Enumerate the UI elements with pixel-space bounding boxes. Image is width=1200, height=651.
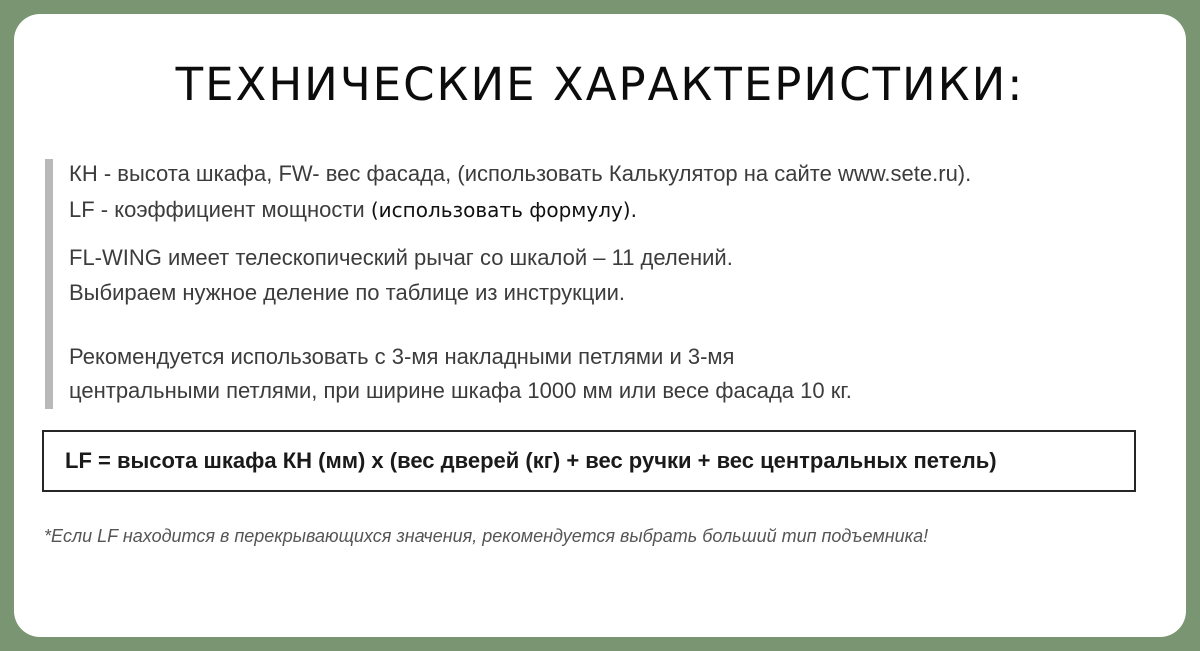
lf-definition	[69, 197, 637, 223]
kh-definition: КН - высота шкафа, FW- вес фасада, (использовать Калькулятор на сайте www.sete.ru).	[69, 161, 972, 186]
formula-text: LF = высота шкафа КН (мм) х (вес дверей (кг) + вес ручки + вес центральных петель)	[65, 448, 997, 473]
wing-instruction: Выбираем нужное деление по таблице из инструкции.	[69, 280, 626, 305]
lf-formula-hint: (использовать формулу).	[370, 198, 637, 222]
spec-card	[14, 14, 1186, 637]
quote-bar	[45, 159, 53, 409]
recommendation-line-1: Рекомендуется использовать с 3-мя накладными петлями и 3-мя	[69, 344, 735, 369]
formula-box	[42, 430, 1136, 492]
footnote: *Если LF находится в перекрывающихся значения, рекомендуется выбрать больший тип подъемника!	[44, 526, 929, 546]
recommendation-line-2: центральными петлями, при ширине шкафа 1000 мм или весе фасада 10 кг.	[69, 378, 852, 403]
page-title: ТЕХНИЧЕСКИЕ ХАРАКТЕРИСТИКИ:	[175, 58, 1025, 111]
lf-label: LF - коэффициент мощности	[69, 197, 371, 222]
wing-description: FL-WING имеет телескопический рычаг со шкалой – 11 делений.	[69, 245, 733, 270]
